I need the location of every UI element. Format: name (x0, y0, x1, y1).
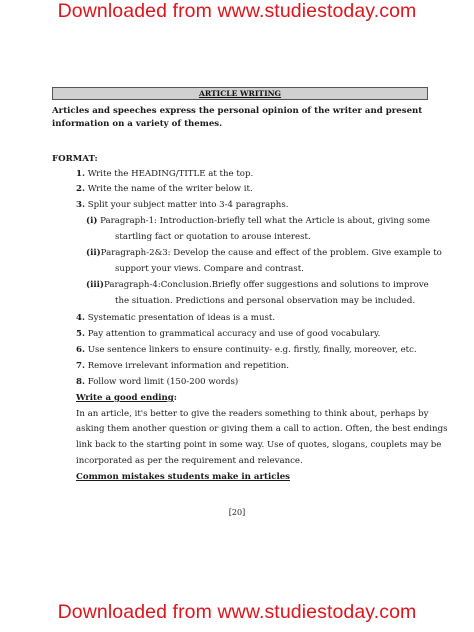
item-number: 4. (76, 313, 85, 323)
item-text: Systematic presentation of ideas is a must. (84, 313, 276, 323)
format-item-8 (76, 377, 238, 388)
sub-item-text: Paragraph-2&3: Develop the cause and effect of the problem. Give example to (100, 248, 442, 258)
item-text: Write the HEADING/TITLE at the top. (84, 169, 254, 179)
sub-item-1-cont: startling fact or quotation to arouse interest. (115, 232, 311, 242)
sub-item-2-cont: support your views. Compare and contrast. (115, 264, 304, 274)
item-number: 6. (76, 345, 85, 355)
ending-label: Write a good ending (76, 393, 174, 403)
format-item-1 (76, 169, 253, 180)
format-item-5 (76, 329, 380, 340)
ending-colon: : (173, 393, 177, 403)
ending-line-3: link back to the starting point in some way. Use of quotes, slogans, couplets may be (76, 440, 442, 450)
download-banner-top: Downloaded from www.studiestoday.com (57, 0, 417, 22)
sub-item-3 (86, 280, 429, 291)
sub-item-2 (86, 248, 442, 259)
item-text: Follow word limit (150-200 words) (84, 377, 239, 387)
item-text: Write the name of the writer below it. (84, 184, 253, 194)
item-number: 3. (76, 200, 85, 210)
item-number: 5. (76, 329, 85, 339)
item-number: 2. (76, 184, 85, 194)
item-text: Remove irrelevant information and repetition. (84, 361, 290, 371)
format-item-2 (76, 184, 253, 195)
sub-item-text: Paragraph-4:Conclusion.Briefly offer suggestions and solutions to improve (103, 280, 429, 290)
download-banner-bottom: Downloaded from www.studiestoday.com (57, 601, 417, 623)
mistakes-heading: Common mistakes students make in articles (76, 472, 291, 482)
sub-item-3-cont: the situation. Predictions and personal observation may be included. (115, 296, 416, 306)
item-number: 7. (76, 361, 85, 371)
item-number: 8. (76, 377, 85, 387)
item-text: Use sentence linkers to ensure continuity- e.g. firstly, finally, moreover, etc. (84, 345, 417, 355)
format-item-3 (76, 200, 288, 211)
intro-line-2: information on a variety of themes. (52, 119, 223, 129)
ending-line-4: incorporated as per the requirement and relevance. (76, 456, 303, 466)
ending-line-2: asking them another question or giving them a call to action. Often, the best endings (76, 424, 448, 434)
format-item-6 (76, 345, 417, 356)
intro-line-1: Articles and speeches express the personal opinion of the writer and present (52, 106, 423, 116)
sub-item-number: (iii) (86, 280, 104, 290)
format-item-4 (76, 313, 275, 324)
page-number: [20] (228, 508, 246, 517)
ending-heading (76, 393, 177, 404)
format-label: FORMAT: (52, 154, 98, 164)
sub-item-number: (i) (86, 216, 98, 226)
ending-line-1: In an article, it's better to give the readers something to think about, perhaps by (76, 409, 429, 419)
section-heading: ARTICLE WRITING (52, 87, 428, 100)
sub-item-1 (86, 216, 430, 227)
item-number: 1. (76, 169, 85, 179)
item-text: Split your subject matter into 3-4 paragraphs. (84, 200, 289, 210)
sub-item-text: Paragraph-1: Introduction-briefly tell what the Article is about, giving some (100, 216, 430, 226)
item-text: Pay attention to grammatical accuracy and use of good vocabulary. (84, 329, 381, 339)
sub-item-number: (ii) (86, 248, 101, 258)
format-item-7 (76, 361, 289, 372)
